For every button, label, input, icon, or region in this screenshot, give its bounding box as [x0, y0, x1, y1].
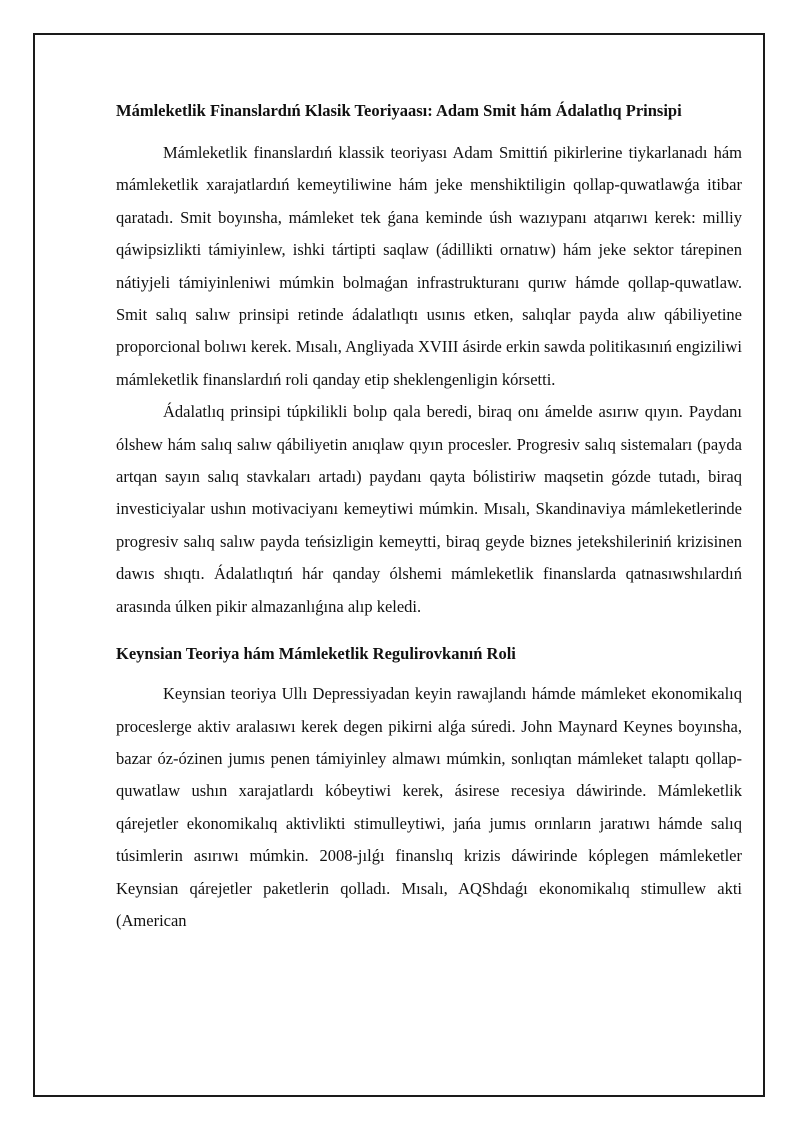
paragraph-smith-functions: Mámleketlik finanslardıń klassik teoriyası Adam Smittiń pikirlerine tiykarlanadı hám mámleketlik xarajatlardıń kemeytiliwine hám jeke menshiktiligin qollap-quwatlawǵa itibar qaratadı. Smit boyınsha, mámleket tek ǵana keminde úsh wazıypanı atqarıwı kerek: milliy qáwipsizlikti támiyinlew, ishki tártipti saqlaw (ádillikti ornatıw) hám jeke sektor tárepinen nátiyjeli támiyinleniwi múmkin bolmaǵan infrastrukturanı qurıw hámde qollap-quwatlaw. Smit salıq salıw prinsipi retinde ádalatlıqtı usınıs etken, salıqlar payda alıw qábiliyetine proporcional bolıwı kerek. Mısalı, Angliyada XVIII ásirde erkin sawda politikasınıń engiziliwi mámleketlik finanslardıń roli qanday etip sheklengenligin kórsetti.: [116, 143, 742, 389]
paragraph-keynesian-intervention: Keynsian teoriya Ullı Depressiyadan keyin rawajlandı hámde mámleket ekonomikalıq proceslerge aktiv aralasıwı kerek degen pikirni alǵa súredi. John Maynard Keynes boyınsha, bazar óz-ózinen jumıs penen támiyinley almawı múmkin, sonlıqtan mámleket talaptı qollap-quwatlaw ushın xarajatlardı kóbeytiwi kerek, ásirese recesiya dáwirinde. Mámleketlik qárejetler ekonomikalıq aktivlikti stimulleytiwi, jańa jumıs orınların jaratıwı hámde salıq túsimlerin asırıwı múmkin. 2008-jılǵı finanslıq krizis dáwirinde kóplegen mámleketler Keynsian qárejetler paketlerin qolladı. Mısalı, AQShdaǵı ekonomikalıq stimullew akti (American: [116, 684, 742, 930]
document-body: [116, 98, 742, 937]
section-heading-keynesian-theory: Keynsian Teoriya hám Mámleketlik Regulirovkanıń Roli: [116, 644, 516, 664]
section-heading-classical-theory: Mámleketlik Finanslardıń Klasik Teoriyaası: Adam Smit hám Ádalatlıq Prinsipi: [116, 101, 682, 120]
paragraph-fairness-principle: Ádalatlıq prinsipi túpkilikli bolıp qala beredi, biraq onı ámelde asırıw qıyın. Paydanı ólshew hám salıq salıw qábiliyetin anıqlaw qıyın procesler. Progresiv salıq sistemaları (payda artqan sayın salıq stavkaları artadı) paydanı qayta bólistiriw maqsetin gózde tutadı, biraq investiciyalar ushın motivaciyanı kemeytiwi múmkin. Mısalı, Skandinaviya mámleketlerinde progresiv salıq salıw payda teńsizligin kemeytti, biraq geyde biznes jetekshileriniń krizisinen dawıs shıqtı. Ádalatlıqtıń hár qanday ólshemi mámleketlik finanslarda qatnasıwshılardıń arasında úlken pikir almazanlıǵına alıp keledi.: [116, 402, 742, 616]
